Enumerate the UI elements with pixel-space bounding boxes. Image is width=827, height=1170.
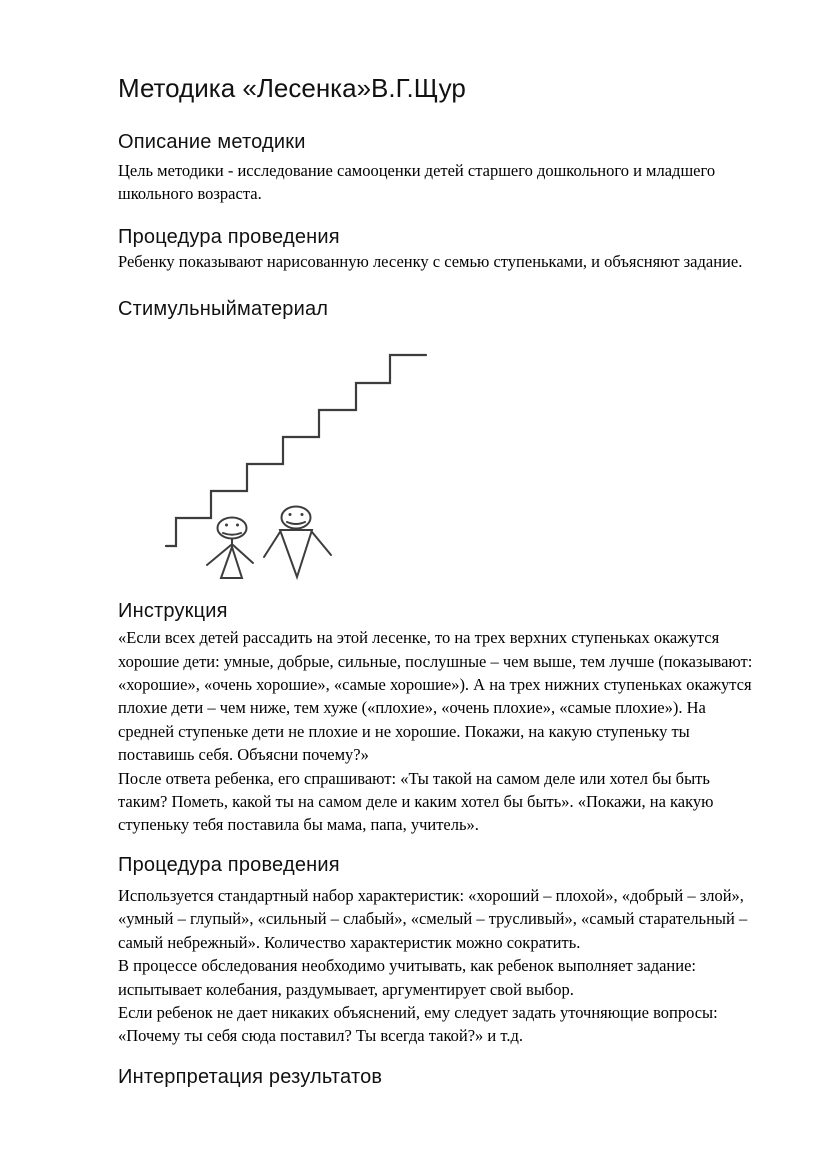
paragraph: Если ребенок не дает никаких объяснений, ему следует задать уточняющие вопросы: «Почему ты себя сюда поставил? Ты всегда такой?» и т.д. <box>118 1002 718 1046</box>
section-heading-stimulus-material: Стимульныйматериал <box>118 298 329 321</box>
document-title: Методика «Лесенка»В.Г.Щур <box>118 73 466 103</box>
section-heading-description: Описание методики <box>118 131 306 153</box>
section-heading-procedure-1: Процедура проведения <box>118 225 340 248</box>
paragraph: Ребенку показывают нарисованную лесенку с семью ступеньками, и объясняют задание. <box>118 251 743 271</box>
section-heading-procedure-2: Процедура проведения <box>118 853 340 876</box>
paragraph: Цель методики - исследование самооценки детей старшего дошкольного и младшего школьного возраста. <box>118 161 716 204</box>
paragraph: Используется стандартный набор характеристик: «хороший – плохой», «добрый – злой», «умный – глупый», «сильный – слабый», «смелый – трусливый», «самый старательный – самый небрежный». Количество характеристик можно сократить. <box>118 885 748 952</box>
ladder-drawing <box>165 347 435 582</box>
section-heading-instruction: Инструкция <box>118 600 228 623</box>
paragraph: В процессе обследования необходимо учитывать, как ребенок выполняет задание: испытывает колебания, раздумывает, аргументирует свой выбор. <box>118 956 696 999</box>
section-heading-interpretation: Интерпретация результатов <box>118 1065 383 1088</box>
child-figure-small <box>207 518 253 579</box>
paragraph: «Если всех детей рассадить на этой лесенке, то на трех верхних ступеньках окажутся хорошие дети: умные, добрые, сильные, послушные – чем выше, тем лучше (показывают: «хорошие», «очень хорошие», «самые хорошие»). А на трех нижних ступеньках окажутся плохие дети – чем ниже, тем хуже («плохие», «очень плохие», «самые плохие»). На средней ступеньке дети не плохие и не хорошие. Покажи, на какую ступеньку ты поставишь себя. Объясни почему?» <box>118 628 753 765</box>
paragraph: После ответа ребенка, его спрашивают: «Ты такой на самом деле или хотел бы быть таким? Пометь, какой ты на самом деле и каким хотел бы быть». «Покажи, на какую ступеньку тебя поставила бы мама, папа, учитель». <box>118 768 714 835</box>
child-figure-large <box>264 507 331 578</box>
ladder-figure <box>165 347 435 582</box>
